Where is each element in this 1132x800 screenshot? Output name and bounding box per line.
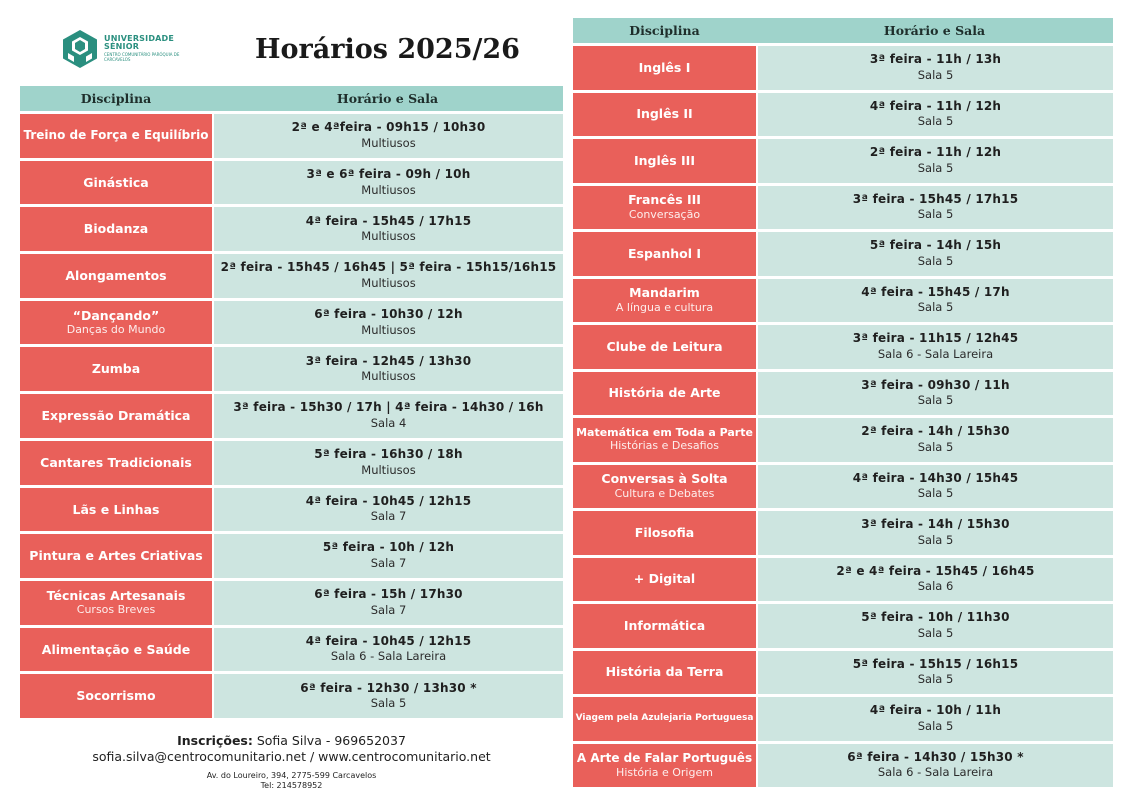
table-row xyxy=(20,441,563,485)
course-time: 6ª feira - 15h / 17h30 xyxy=(314,587,463,602)
course-name: Clube de Leitura xyxy=(606,338,723,354)
course-name: Pintura e Artes Criativas xyxy=(29,548,203,564)
course-cell xyxy=(573,744,756,788)
table-row xyxy=(573,186,1113,230)
course-cell xyxy=(573,372,756,416)
course-time: 5ª feira - 10h / 11h30 xyxy=(861,610,1010,625)
course-room: Sala 6 - Sala Lareira xyxy=(877,765,994,780)
course-time: 2ª e 4ª feira - 15h45 / 16h45 xyxy=(836,563,1035,578)
course-room: Sala 5 xyxy=(917,625,954,640)
table-row xyxy=(20,628,563,672)
footer-contact-name: Sofia Silva - 969652037 xyxy=(252,733,406,748)
course-time: 4ª feira - 10h / 11h xyxy=(869,703,1002,718)
header-disciplina: Disciplina xyxy=(629,23,700,38)
course-time: 2ª feira - 14h / 15h30 xyxy=(861,424,1010,439)
footer-email-web: sofia.silva@centrocomunitario.net / www.centrocomunitario.net xyxy=(92,749,491,765)
course-time: 3ª feira - 15h30 / 17h | 4ª feira - 14h30 / 16h xyxy=(233,400,544,415)
table-row xyxy=(20,161,563,205)
course-time: 6ª feira - 10h30 / 12h xyxy=(314,307,463,322)
course-room: Sala 7 xyxy=(370,602,407,617)
table-row xyxy=(573,372,1113,416)
schedule-cell xyxy=(214,534,563,578)
table-row xyxy=(573,93,1113,137)
course-room: Sala 5 xyxy=(917,114,954,129)
course-time: 3ª feira - 09h30 / 11h xyxy=(861,377,1010,392)
table-row xyxy=(20,674,563,718)
schedule-cell xyxy=(214,488,563,532)
table-header xyxy=(573,18,1113,43)
schedule-cell xyxy=(758,651,1113,695)
table-row xyxy=(573,325,1113,369)
course-room: Sala 5 xyxy=(917,300,954,315)
course-room: Sala 5 xyxy=(917,718,954,733)
schedule-cell xyxy=(758,511,1113,555)
logo xyxy=(60,26,180,72)
course-cell xyxy=(20,347,212,391)
course-room: Sala 6 - Sala Lareira xyxy=(877,346,994,361)
schedule-cell xyxy=(758,186,1113,230)
schedule-cell xyxy=(758,372,1113,416)
schedule-cell xyxy=(214,628,563,672)
table-row xyxy=(20,394,563,438)
course-cell xyxy=(20,674,212,718)
course-cell xyxy=(573,511,756,555)
course-cell xyxy=(20,628,212,672)
table-row xyxy=(573,651,1113,695)
course-cell xyxy=(573,279,756,323)
course-name: Inglês II xyxy=(636,106,693,122)
course-subtitle: Cursos Breves xyxy=(76,603,156,617)
table-row xyxy=(20,207,563,251)
course-cell xyxy=(573,558,756,602)
course-cell xyxy=(573,232,756,276)
course-subtitle: Conversação xyxy=(628,207,701,221)
course-room: Sala 7 xyxy=(370,556,407,571)
course-cell xyxy=(573,465,756,509)
table-row xyxy=(20,254,563,298)
right-schedule-table xyxy=(573,18,1113,787)
table-row xyxy=(20,347,563,391)
table-row xyxy=(20,488,563,532)
course-time: 4ª feira - 10h45 / 12h15 xyxy=(305,633,472,648)
table-row xyxy=(573,279,1113,323)
course-time: 3ª feira - 11h / 13h xyxy=(869,52,1002,67)
course-name: Inglês I xyxy=(638,59,691,75)
course-time: 5ª feira - 16h30 / 18h xyxy=(314,447,463,462)
course-room: Sala 5 xyxy=(917,67,954,82)
course-cell xyxy=(20,581,212,625)
table-row xyxy=(573,418,1113,462)
page-title: Horários 2025/26 xyxy=(255,34,520,65)
schedule-cell xyxy=(214,254,563,298)
table-header xyxy=(20,86,563,111)
logo-subtitle: CENTRO COMUNITÁRIO PARÓQUIA DE CARCAVELOS xyxy=(104,52,180,62)
course-time: 3ª e 6ª feira - 09h / 10h xyxy=(306,166,471,181)
course-room: Sala 5 xyxy=(917,439,954,454)
schedule-cell xyxy=(758,697,1113,741)
course-name: Técnicas Artesanais xyxy=(46,587,186,603)
course-room: Multiusos xyxy=(361,229,416,244)
schedule-cell xyxy=(758,232,1113,276)
table-row xyxy=(573,139,1113,183)
course-time: 4ª feira - 15h45 / 17h15 xyxy=(305,213,472,228)
course-room: Sala 5 xyxy=(917,160,954,175)
table-row xyxy=(20,581,563,625)
course-cell xyxy=(20,488,212,532)
course-cell xyxy=(20,114,212,158)
course-name: Zumba xyxy=(91,361,141,377)
schedule-cell xyxy=(214,301,563,345)
course-room: Multiusos xyxy=(361,322,416,337)
course-room: Sala 5 xyxy=(917,207,954,222)
left-schedule-table xyxy=(20,86,563,718)
course-cell xyxy=(20,161,212,205)
course-cell xyxy=(573,418,756,462)
course-cell xyxy=(573,604,756,648)
schedule-cell xyxy=(214,394,563,438)
table-row xyxy=(20,301,563,345)
course-subtitle: Cultura e Debates xyxy=(614,486,715,500)
course-cell xyxy=(20,534,212,578)
hexagon-logo-icon xyxy=(60,29,100,69)
course-room: Multiusos xyxy=(361,369,416,384)
course-time: 3ª feira - 12h45 / 13h30 xyxy=(305,353,472,368)
header-horario: Horário e Sala xyxy=(336,91,439,106)
course-time: 5ª feira - 10h / 12h xyxy=(322,540,455,555)
logo-name: UNIVERSIDADE SÉNIOR xyxy=(104,34,175,52)
course-cell xyxy=(573,325,756,369)
schedule-cell xyxy=(758,325,1113,369)
course-name: “Dançando” xyxy=(72,307,160,323)
course-name: Biodanza xyxy=(83,221,149,237)
course-name: Inglês III xyxy=(633,152,695,168)
table-row xyxy=(573,465,1113,509)
course-name: Espanhol I xyxy=(627,245,702,261)
course-room: Sala 5 xyxy=(917,253,954,268)
course-time: 3ª feira - 15h45 / 17h15 xyxy=(852,191,1019,206)
course-time: 4ª feira - 15h45 / 17h xyxy=(861,284,1010,299)
course-name: Mandarim xyxy=(629,285,700,301)
course-time: 6ª feira - 14h30 / 15h30 * xyxy=(847,749,1024,764)
footer-contact xyxy=(20,733,563,749)
course-cell xyxy=(20,254,212,298)
table-row xyxy=(573,46,1113,90)
schedule-cell xyxy=(758,139,1113,183)
course-room: Sala 5 xyxy=(917,532,954,547)
course-name: Alimentação e Saúde xyxy=(41,641,191,657)
course-time: 5ª feira - 14h / 15h xyxy=(869,238,1002,253)
table-row xyxy=(573,604,1113,648)
footer xyxy=(20,733,563,791)
schedule-cell xyxy=(214,441,563,485)
footer-label: Inscrições: xyxy=(177,733,253,748)
footer-tel: Tel: 214578952 xyxy=(260,781,323,791)
course-name: Filosofia xyxy=(634,524,695,540)
course-time: 4ª feira - 11h / 12h xyxy=(869,98,1002,113)
header-disciplina: Disciplina xyxy=(80,91,152,106)
course-cell xyxy=(573,46,756,90)
course-name: Alongamentos xyxy=(65,268,167,284)
course-time: 2ª feira - 11h / 12h xyxy=(869,145,1002,160)
course-subtitle: Histórias e Desafios xyxy=(609,439,719,453)
table-row xyxy=(20,114,563,158)
course-name: Viagem pela Azulejaria Portuguesa xyxy=(575,713,754,724)
course-time: 2ª feira - 15h45 / 16h45 | 5ª feira - 15h15/16h15 xyxy=(220,260,557,275)
course-subtitle: Danças do Mundo xyxy=(66,323,166,337)
schedule-cell xyxy=(758,93,1113,137)
course-room: Multiusos xyxy=(361,275,416,290)
table-row xyxy=(20,534,563,578)
course-cell xyxy=(20,441,212,485)
course-cell xyxy=(573,139,756,183)
course-room: Sala 6 - Sala Lareira xyxy=(330,649,447,664)
course-name: Ginástica xyxy=(83,174,149,190)
schedule-cell xyxy=(758,279,1113,323)
table-row xyxy=(573,558,1113,602)
schedule-cell xyxy=(214,207,563,251)
schedule-cell xyxy=(214,581,563,625)
table-row xyxy=(573,511,1113,555)
course-name: Informática xyxy=(623,617,706,633)
course-name: Cantares Tradicionais xyxy=(40,454,192,470)
course-name: História de Arte xyxy=(608,385,721,401)
course-room: Sala 5 xyxy=(917,486,954,501)
table-row xyxy=(573,232,1113,276)
schedule-cell xyxy=(214,347,563,391)
schedule-cell xyxy=(758,604,1113,648)
footer-address: Av. do Loureiro, 394, 2775-599 Carcavelos xyxy=(206,771,377,781)
course-cell xyxy=(20,207,212,251)
schedule-cell xyxy=(758,418,1113,462)
course-time: 3ª feira - 14h / 15h30 xyxy=(861,517,1010,532)
course-name: Treino de Força e Equilíbrio xyxy=(23,128,209,143)
course-room: Sala 5 xyxy=(370,696,407,711)
course-time: 3ª feira - 11h15 / 12h45 xyxy=(852,331,1019,346)
schedule-cell xyxy=(758,46,1113,90)
course-name: História da Terra xyxy=(605,664,724,680)
course-subtitle: História e Origem xyxy=(616,765,713,779)
header-horario: Horário e Sala xyxy=(883,23,986,38)
course-room: Multiusos xyxy=(361,135,416,150)
table-row xyxy=(573,744,1113,788)
course-name: + Digital xyxy=(633,571,696,587)
course-cell xyxy=(20,301,212,345)
course-room: Multiusos xyxy=(361,462,416,477)
course-name: A Arte de Falar Português xyxy=(576,750,753,765)
course-time: 2ª e 4ªfeira - 09h15 / 10h30 xyxy=(291,120,486,135)
schedule-cell xyxy=(214,674,563,718)
course-cell xyxy=(573,93,756,137)
course-cell xyxy=(20,394,212,438)
course-room: Multiusos xyxy=(361,182,416,197)
course-name: Conversas à Solta xyxy=(601,471,728,487)
course-room: Sala 5 xyxy=(917,393,954,408)
table-row xyxy=(573,697,1113,741)
course-name: Matemática em Toda a Parte xyxy=(576,425,753,439)
schedule-cell xyxy=(214,161,563,205)
course-time: 4ª feira - 10h45 / 12h15 xyxy=(305,493,472,508)
course-subtitle: A língua e cultura xyxy=(615,300,714,314)
course-time: 6ª feira - 12h30 / 13h30 * xyxy=(300,680,477,695)
course-name: Expressão Dramática xyxy=(41,408,191,424)
course-room: Sala 6 xyxy=(917,579,954,594)
course-name: Lãs e Linhas xyxy=(72,501,160,517)
course-room: Sala 7 xyxy=(370,509,407,524)
course-name: Francês III xyxy=(628,192,701,208)
course-cell xyxy=(573,697,756,741)
schedule-cell xyxy=(758,465,1113,509)
schedule-cell xyxy=(214,114,563,158)
course-time: 4ª feira - 14h30 / 15h45 xyxy=(852,470,1019,485)
course-cell xyxy=(573,186,756,230)
course-name: Socorrismo xyxy=(76,688,156,704)
course-room: Sala 4 xyxy=(370,416,407,430)
schedule-cell xyxy=(758,558,1113,602)
course-time: 5ª feira - 15h15 / 16h15 xyxy=(852,656,1019,671)
course-cell xyxy=(573,651,756,695)
schedule-cell xyxy=(758,744,1113,788)
course-room: Sala 5 xyxy=(917,672,954,687)
